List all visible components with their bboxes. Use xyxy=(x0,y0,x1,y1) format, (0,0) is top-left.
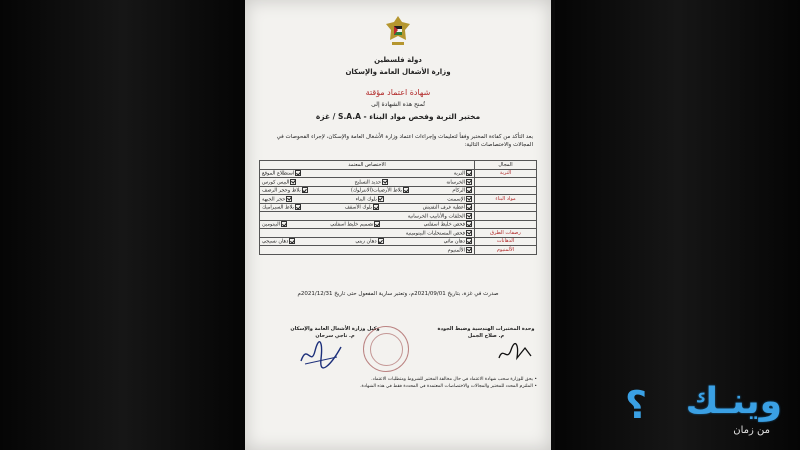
specialization-cell xyxy=(260,246,475,255)
specialization-cell xyxy=(260,212,475,221)
specialization-item xyxy=(448,247,472,254)
specialization-item xyxy=(330,221,380,228)
issue-date-text: صدرت في غزة، بتاريخ 2021/09/01م، وتعتبر سارية المفعول حتى تاريخ 2021/12/31م xyxy=(297,291,499,297)
specialization-label: استطلاع الموقع xyxy=(262,170,295,177)
specialization-item xyxy=(262,196,292,203)
field-cell xyxy=(475,203,537,212)
specialization-cell xyxy=(260,220,475,229)
note-item: • الملتزم المحدد للمختبر والمجالات والاختصاصات المعتمدة في المحددة فقط في هذه الشهادة. xyxy=(265,383,537,390)
checked-box-icon xyxy=(382,179,388,185)
official-stamp xyxy=(363,326,409,372)
specialization-item xyxy=(406,230,472,237)
intro-text: بعد التأكد من كفاءة المختبر وفقاً لتعليمات وإجراءات اعتماد وزارة الأشغال العامة والإسكان، لإجراء الفحوصات في المجالات والاختصاصات التالية: xyxy=(276,134,533,148)
field-cell: التربة xyxy=(475,169,537,178)
field-cell xyxy=(475,220,537,229)
field-cell xyxy=(475,212,537,221)
specialization-cell xyxy=(260,169,475,178)
background-left xyxy=(0,0,245,450)
specialization-cell xyxy=(260,186,475,195)
specialization-cell xyxy=(260,178,475,187)
table-row xyxy=(260,169,537,178)
specialization-label: بلاط السيراميك xyxy=(262,204,295,211)
palestine-eagle-emblem-icon xyxy=(383,14,413,50)
field-cell: مواد البناء xyxy=(475,195,537,204)
ministry-name: وزارة الأشغال العامة والإسكان xyxy=(345,68,451,76)
left-signatory-title: وكيل وزارة الأشغال العامة والإسكان xyxy=(290,326,380,332)
specialization-label: تصميم خليط اسفلتي xyxy=(330,221,374,228)
specialization-label: بلاط وحجر الرصف xyxy=(262,187,301,194)
field-cell: الدهانات xyxy=(475,237,537,246)
checked-box-icon xyxy=(466,179,472,185)
specialization-cell xyxy=(260,195,475,204)
granted-to-text: تُمنح هذه الشهادة إلى xyxy=(371,101,425,108)
table-row xyxy=(260,203,537,212)
specialization-item xyxy=(423,204,472,211)
signature-left-icon xyxy=(297,339,345,369)
checked-box-icon xyxy=(466,238,472,244)
specialization-label: الركام xyxy=(452,187,465,194)
watermark-logo xyxy=(625,383,800,443)
specialization-item xyxy=(262,204,301,211)
table-row xyxy=(260,229,537,238)
checked-box-icon xyxy=(466,247,472,253)
question-mark-icon: ؟ xyxy=(625,383,648,427)
specialization-label: دهان زيتي xyxy=(355,238,377,245)
specialization-cell xyxy=(260,203,475,212)
specialization-item xyxy=(262,170,301,177)
checked-box-icon xyxy=(466,187,472,193)
specialization-item xyxy=(355,238,383,245)
specialization-label: الخرسانة xyxy=(446,179,465,185)
specializations-table xyxy=(259,160,537,255)
field-cell: الألمنيوم xyxy=(475,246,537,255)
specialization-label: التربة xyxy=(453,170,465,177)
specialization-label: بلوك الأسقف xyxy=(344,204,373,211)
checked-box-icon xyxy=(302,187,308,193)
specialization-item xyxy=(262,179,296,186)
specialization-item xyxy=(356,196,384,203)
signature-block-right xyxy=(431,326,541,340)
note-item: • يحق للوزارة سحب شهادة الاعتماد في حال مخالفة المختبر للشروط ومتطلبات الاعتماد. xyxy=(265,376,537,383)
specialization-label: دهان مائي xyxy=(443,238,465,245)
specialization-label: دهان نسيجي xyxy=(262,238,289,245)
specialization-item xyxy=(447,196,472,203)
specialization-label: الحلقات والأنابيب الخرسانية xyxy=(407,213,465,219)
checked-box-icon xyxy=(466,170,472,176)
specialization-label: البيتومين xyxy=(262,221,281,228)
table-row xyxy=(260,237,537,246)
field-cell xyxy=(475,178,537,187)
specialization-label: بلوك البناء xyxy=(355,196,377,202)
table-row xyxy=(260,220,537,229)
specialization-cell xyxy=(260,229,475,238)
checked-box-icon xyxy=(466,230,472,236)
checked-box-icon xyxy=(403,187,409,193)
specialization-cell xyxy=(260,237,475,246)
header-field: المجال xyxy=(475,161,537,170)
watermark-tagline: من زمان xyxy=(733,425,770,436)
table-row xyxy=(260,212,537,221)
right-signatory-title: وحدة المختبرات الهندسية وضبط الجودة xyxy=(437,326,535,332)
notes-list xyxy=(265,376,537,390)
field-cell xyxy=(475,186,537,195)
certificate-paper xyxy=(245,0,551,450)
specialization-item xyxy=(408,213,472,220)
checked-box-icon xyxy=(281,221,287,227)
specialization-label: حجر الجبهة xyxy=(262,196,286,202)
checked-box-icon xyxy=(295,204,301,210)
checked-box-icon xyxy=(378,196,384,202)
header-specialization: الاختصاص المعتمد xyxy=(260,161,475,170)
specialization-item xyxy=(424,221,472,228)
field-cell: رصفات الطرق xyxy=(475,229,537,238)
checked-box-icon xyxy=(286,196,292,202)
specialization-item xyxy=(446,179,472,186)
checked-box-icon xyxy=(295,170,301,176)
checked-box-icon xyxy=(289,238,295,244)
specialization-item xyxy=(444,238,472,245)
table-row xyxy=(260,186,537,195)
right-signatory-name: م. صلاح الجمل xyxy=(467,333,505,339)
watermark-brand: وينـك xyxy=(685,381,782,422)
company-name: مختبر التربة وفحص مواد البناء - S.A.A / غزة xyxy=(315,112,481,121)
specialization-item xyxy=(355,179,389,186)
state-name: دولة فلسطين xyxy=(374,56,422,64)
certificate-title: شهادة اعتماد مؤقتة xyxy=(365,88,431,97)
checked-box-icon xyxy=(290,179,296,185)
specialization-label: بلاط الأرضيات(الانترلوك) xyxy=(350,187,403,194)
table-row xyxy=(260,246,537,255)
left-signatory-name: م. ناجي سرحان xyxy=(315,333,355,339)
checked-box-icon xyxy=(374,221,380,227)
checked-box-icon xyxy=(378,238,384,244)
checked-box-icon xyxy=(373,204,379,210)
specialization-item xyxy=(262,187,308,194)
specialization-item xyxy=(454,170,472,177)
specialization-item xyxy=(262,221,287,228)
specialization-item xyxy=(262,238,295,245)
specialization-label: البيس كورس xyxy=(262,179,290,185)
table-row xyxy=(260,178,537,187)
specialization-item xyxy=(452,187,472,194)
signature-right-icon xyxy=(495,340,535,366)
checked-box-icon xyxy=(466,221,472,227)
specialization-label: فحص المستحلبات البيتومينية xyxy=(405,230,465,236)
specialization-label: فحص خليط اسفلتي xyxy=(423,221,465,228)
specialization-label: حديد التسليح xyxy=(354,179,382,185)
specialization-label: الألمنيوم xyxy=(447,247,465,253)
checked-box-icon xyxy=(466,196,472,202)
specialization-label: أغطية غرف التفتيش xyxy=(422,204,465,211)
checked-box-icon xyxy=(466,204,472,210)
specialization-label: الإسمنت xyxy=(447,196,465,202)
specialization-item xyxy=(345,204,379,211)
specialization-item xyxy=(351,187,409,194)
table-row xyxy=(260,195,537,204)
checked-box-icon xyxy=(466,213,472,219)
